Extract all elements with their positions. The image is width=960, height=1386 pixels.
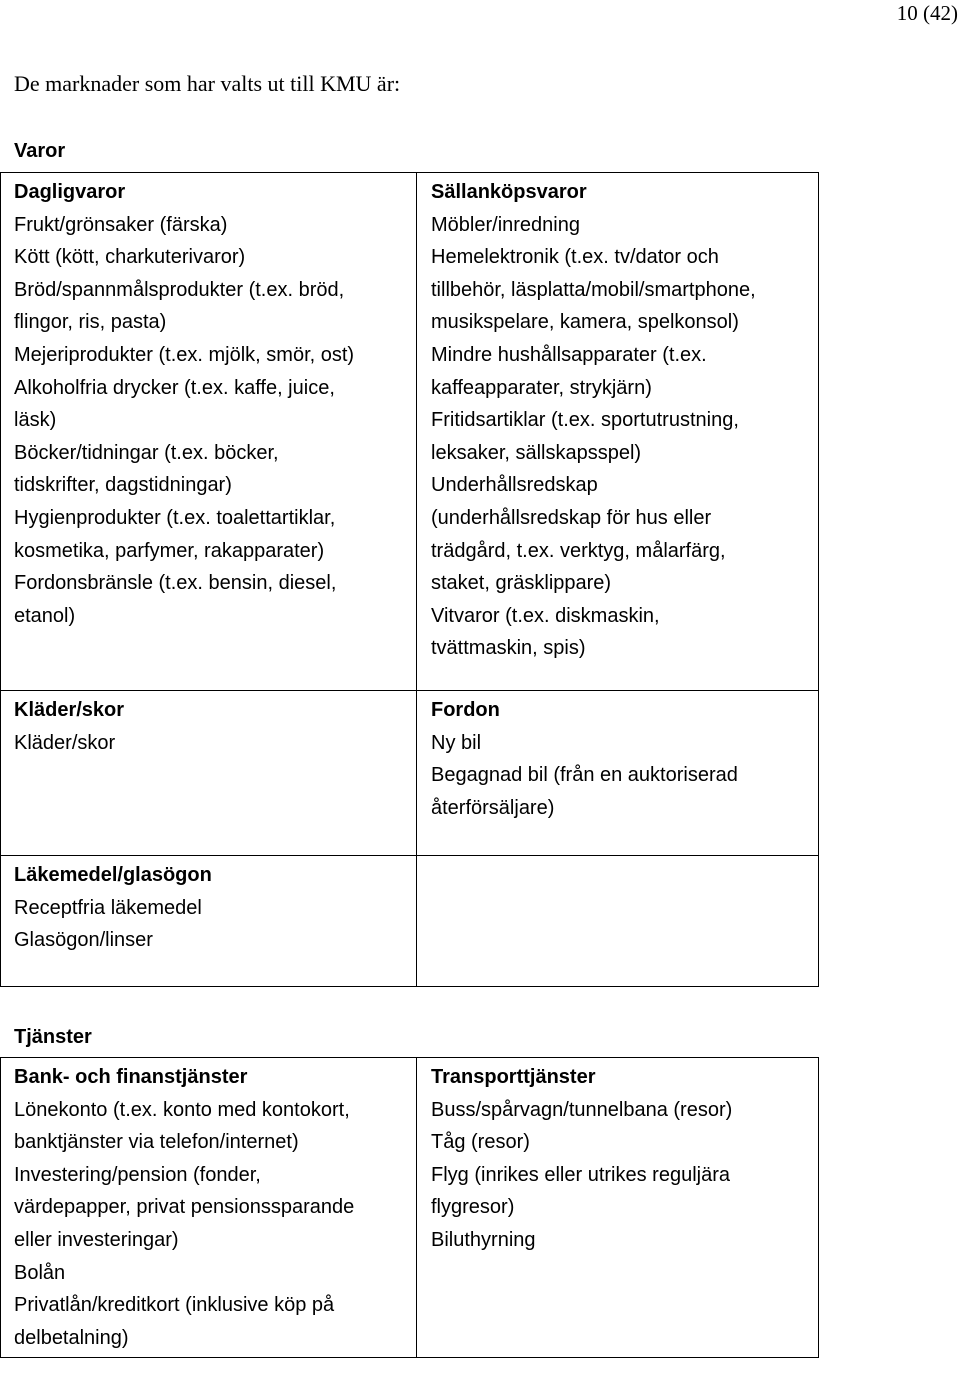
category-item-line: Biluthyrning [431, 1228, 536, 1251]
category-title: Transporttjänster [431, 1066, 596, 1088]
category-item-line: Mindre hushållsapparater (t.ex. [431, 343, 707, 366]
category-title: Kläder/skor [14, 699, 125, 721]
table-row [1, 691, 819, 856]
category-item-line: Fritidsartiklar (t.ex. sportutrustning, [431, 409, 739, 432]
category-item-line: Frukt/grönsaker (färska) [14, 213, 228, 236]
category-item-line: delbetalning) [14, 1326, 129, 1349]
category-cell [1, 1058, 417, 1358]
category-item-line: Böcker/tidningar (t.ex. böcker, [14, 441, 279, 464]
category-item-line: återförsäljare) [431, 796, 555, 819]
category-cell [1, 691, 417, 856]
category-cell [1, 856, 417, 987]
category-title: Bank- och finanstjänster [14, 1066, 248, 1088]
category-item-line: leksaker, sällskapsspel) [431, 441, 642, 464]
category-cell [1, 173, 417, 691]
table-row [1, 1058, 819, 1358]
intro-text: De marknader som har valts ut till KMU är: [14, 71, 401, 96]
category-item-line: Möbler/inredning [431, 213, 580, 236]
category-cell [417, 691, 819, 856]
category-item-line: Kött (kött, charkuterivaror) [14, 246, 246, 269]
category-item-line: etanol) [14, 604, 76, 627]
category-item-line: värdepapper, privat pensionssparande [14, 1196, 355, 1219]
category-item-line: Ny bil [431, 731, 482, 754]
category-item-line: Bröd/spannmålsprodukter (t.ex. bröd, [14, 278, 345, 301]
tjanster-table [0, 1057, 819, 1358]
category-item-line: Hemelektronik (t.ex. tv/dator och [431, 246, 719, 269]
category-item-line: banktjänster via telefon/internet) [14, 1131, 299, 1154]
category-item-line: Receptfria läkemedel [14, 896, 202, 919]
category-item-line: tvättmaskin, spis) [431, 637, 586, 660]
category-item-line: tillbehör, läsplatta/mobil/smartphone, [431, 278, 756, 301]
category-item-line: Investering/pension (fonder, [14, 1163, 261, 1186]
section-heading-varor: Varor [14, 140, 66, 162]
category-item-line: trädgård, t.ex. verktyg, målarfärg, [431, 539, 726, 562]
category-item-line: (underhållsredskap för hus eller [431, 506, 712, 529]
table-row [1, 173, 819, 691]
category-item-line: Alkoholfria drycker (t.ex. kaffe, juice, [14, 376, 335, 399]
category-item-line: Underhållsredskap [431, 474, 598, 497]
category-item-line: Mejeriprodukter (t.ex. mjölk, smör, ost) [14, 343, 355, 366]
section-heading-tjanster: Tjänster [14, 1026, 92, 1048]
category-item-line: Vitvaror (t.ex. diskmaskin, [431, 604, 660, 627]
category-item-line: läsk) [14, 409, 57, 432]
category-item-line: Hygienprodukter (t.ex. toalettartiklar, [14, 506, 336, 529]
category-title: Sällanköpsvaror [431, 181, 587, 203]
page-number: 10 (42) [896, 1, 958, 25]
category-item-line: Glasögon/linser [14, 929, 153, 952]
category-item-line: eller investeringar) [14, 1228, 179, 1251]
category-item-line: Kläder/skor [14, 731, 116, 754]
category-item-line: musikspelare, kamera, spelkonsol) [431, 311, 739, 334]
category-cell [417, 173, 819, 691]
category-item-line: staket, gräsklippare) [431, 572, 612, 595]
category-cell [417, 1058, 819, 1358]
category-item-line: flingor, ris, pasta) [14, 311, 167, 334]
category-item-line: Lönekonto (t.ex. konto med kontokort, [14, 1098, 350, 1121]
category-item-line: Flyg (inrikes eller utrikes reguljära [431, 1163, 730, 1186]
category-item-line: kaffeapparater, strykjärn) [431, 376, 652, 399]
category-item-line: kosmetika, parfymer, rakapparater) [14, 539, 325, 562]
category-item-line: Privatlån/kreditkort (inklusive köp på [14, 1294, 335, 1317]
category-item-line: Bolån [14, 1261, 66, 1284]
category-title: Dagligvaror [14, 181, 126, 203]
category-title: Fordon [431, 699, 500, 721]
category-item-line: Begagnad bil (från en auktoriserad [431, 764, 738, 787]
category-item-line: Buss/spårvagn/tunnelbana (resor) [431, 1098, 733, 1121]
category-title: Läkemedel/glasögon [14, 864, 212, 886]
varor-table [0, 172, 819, 987]
category-item-line: Tåg (resor) [431, 1131, 530, 1154]
category-item-line: flygresor) [431, 1196, 515, 1219]
category-item-line: tidskrifter, dagstidningar) [14, 474, 232, 497]
category-item-line: Fordonsbränsle (t.ex. bensin, diesel, [14, 572, 337, 595]
empty-cell [417, 856, 819, 987]
table-row [1, 856, 819, 987]
